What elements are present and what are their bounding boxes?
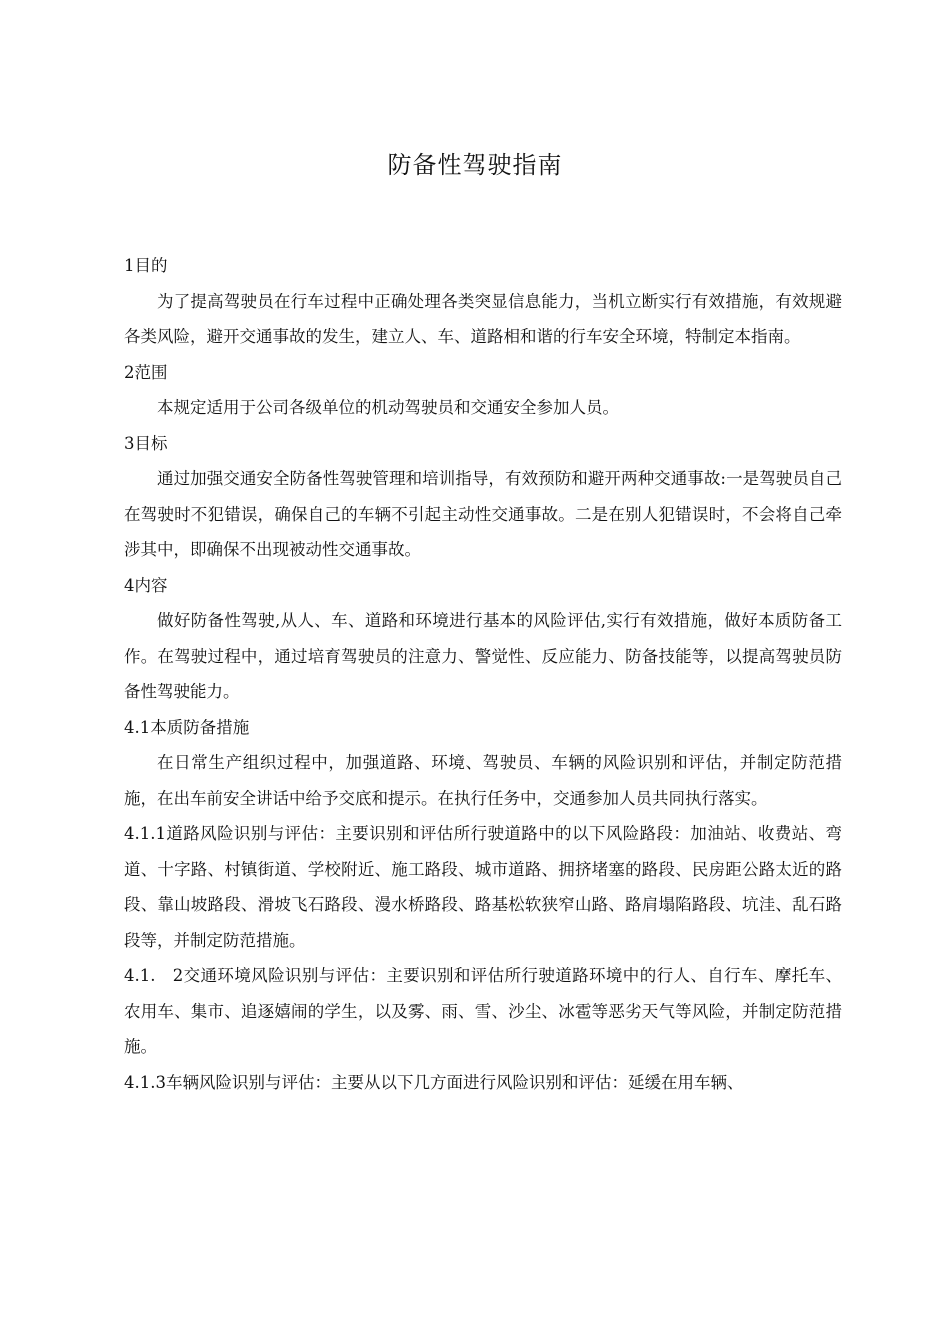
- document-title: 防备性驾驶指南: [387, 151, 563, 179]
- section-heading-goal: 3目标: [124, 433, 168, 453]
- section-text-purpose: 为了提高驾驶员在行车过程中正确处理各类突显信息能力，当机立断实行有效措施，有效规避各类风险，避开交通事故的发生，建立人、车、道路相和谐的行车安全环境，特制定本指南。: [124, 291, 842, 346]
- section-text-scope: 本规定适用于公司各级单位的机动驾驶员和交通安全参加人员。: [157, 398, 619, 417]
- section-text-essential-measures: 在日常生产组织过程中，加强道路、环境、驾驶员、车辆的风险识别和评估，并制定防范措施，在出车前安全讲话中给予交底和提示。在执行任务中，交通参加人员共同执行落实。: [124, 753, 842, 808]
- item-road-risk: 4.1.1道路风险识别与评估：主要识别和评估所行驶道路中的以下风险路段：加油站、收费站、弯道、十字路、村镇街道、学校附近、施工路段、城市道路、拥挤堵塞的路段、民房距公路太近的路段、靠山坡路段、滑坡飞石路段、漫水桥路段、路基松软狭窄山路、路肩塌陷路段、坑洼、乱石路段等，并制定防范措施。: [124, 824, 842, 950]
- item-vehicle-risk: 4.1.3车辆风险识别与评估：主要从以下几方面进行风险识别和评估：延缓在用车辆、: [124, 1072, 744, 1092]
- section-heading-scope: 2范围: [124, 362, 168, 382]
- item-traffic-environment-risk: 4.1. 2交通环境风险识别与评估：主要识别和评估所行驶道路环境中的行人、自行车、摩托车、农用车、集市、追逐嬉闹的学生，以及雾、雨、雪、沙尘、冰雹等恶劣天气等风险，并制定防范措施。: [124, 966, 842, 1056]
- section-text-goal: 通过加强交通安全防备性驾驶管理和培训指导，有效预防和避开两种交通事故:一是驾驶员自己在驾驶时不犯错误，确保自己的车辆不引起主动性交通事故。二是在别人犯错误时，不会将自己牵涉其中，即确保不出现被动性交通事故。: [124, 469, 842, 559]
- section-heading-content: 4内容: [124, 575, 168, 595]
- document-body: [124, 248, 842, 1100]
- section-text-content: 做好防备性驾驶,从人、车、道路和环境进行基本的风险评估,实行有效措施，做好本质防备工作。在驾驶过程中，通过培育驾驶员的注意力、警觉性、反应能力、防备技能等，以提高驾驶员防备性驾驶能力。: [124, 611, 842, 701]
- section-heading-purpose: 1目的: [124, 256, 168, 275]
- section-heading-essential-measures: 4.1本质防备措施: [124, 717, 250, 737]
